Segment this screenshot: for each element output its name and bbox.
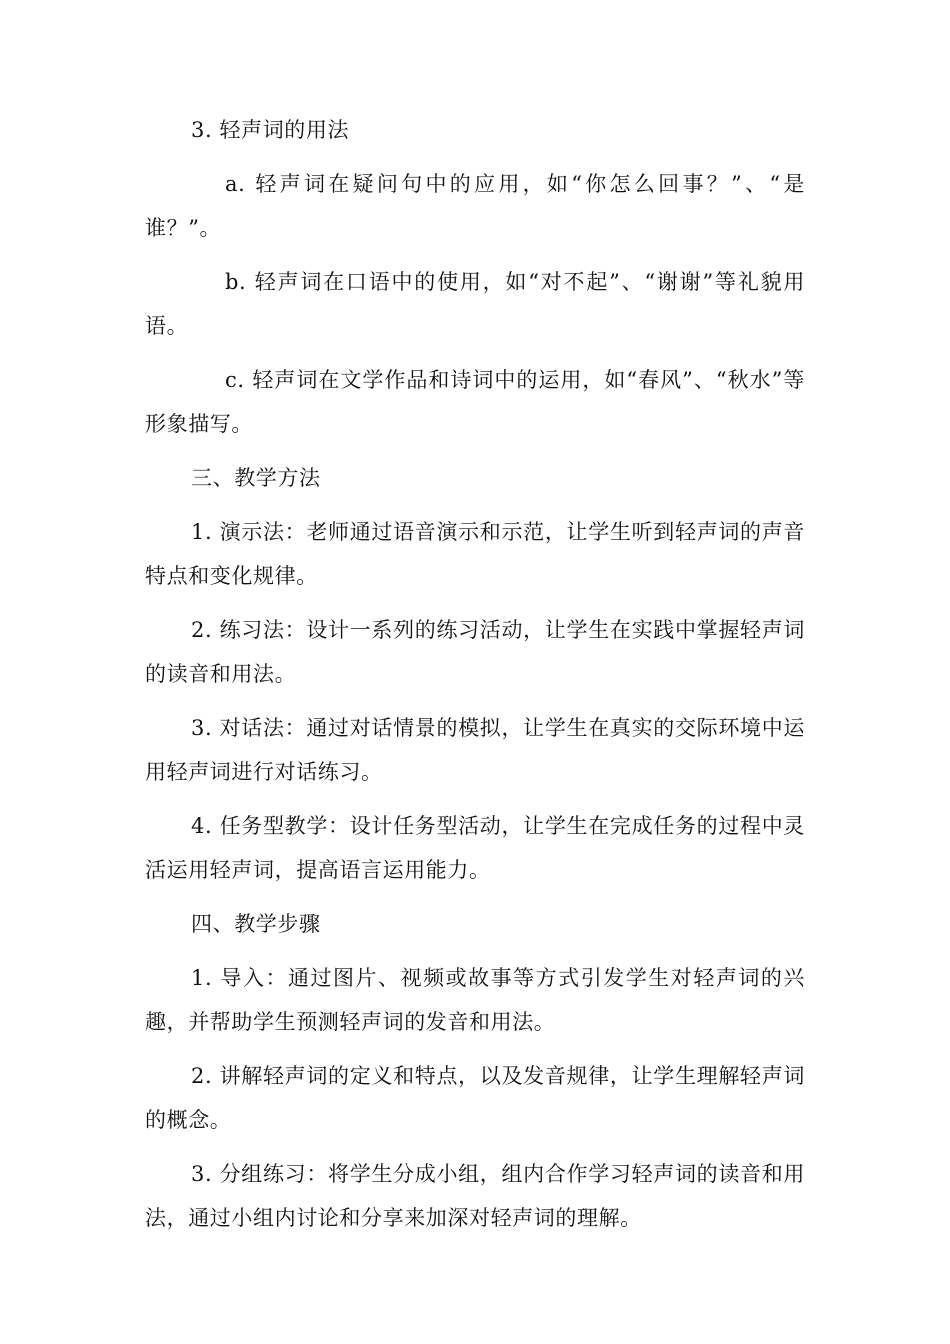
usage-item-c: c. 轻声词在文学作品和诗词中的运用，如“春风”、“秋水”等形象描写。 [145, 368, 805, 436]
step-item-2: 2. 讲解轻声词的定义和特点，以及发音规律，让学生理解轻声词的概念。 [145, 1064, 805, 1132]
step-item-1: 1. 导入：通过图片、视频或故事等方式引发学生对轻声词的兴趣，并帮助学生预测轻声词的发音和用法。 [145, 966, 805, 1034]
step-item-3: 3. 分组练习：将学生分成小组，组内合作学习轻声词的读音和用法，通过小组内讨论和分享来加深对轻声词的理解。 [145, 1162, 805, 1230]
method-item-3: 3. 对话法：通过对话情景的模拟，让学生在真实的交际环境中运用轻声词进行对话练习。 [145, 716, 805, 784]
method-item-4: 4. 任务型教学：设计任务型活动，让学生在完成任务的过程中灵活运用轻声词，提高语言运用能力。 [145, 814, 805, 882]
document-body [145, 108, 805, 1250]
section-heading-teaching-methods: 三、教学方法 [191, 466, 321, 490]
section-heading-teaching-steps: 四、教学步骤 [191, 912, 321, 936]
method-item-1: 1. 演示法：老师通过语音演示和示范，让学生听到轻声词的声音特点和变化规律。 [145, 520, 805, 588]
usage-item-a: a. 轻声词在疑问句中的应用，如“你怎么回事？”、“是谁？”。 [145, 172, 805, 240]
usage-heading: 3. 轻声词的用法 [191, 118, 350, 142]
usage-item-b: b. 轻声词在口语中的使用，如“对不起”、“谢谢”等礼貌用语。 [145, 270, 805, 338]
method-item-2: 2. 练习法：设计一系列的练习活动，让学生在实践中掌握轻声词的读音和用法。 [145, 618, 805, 686]
